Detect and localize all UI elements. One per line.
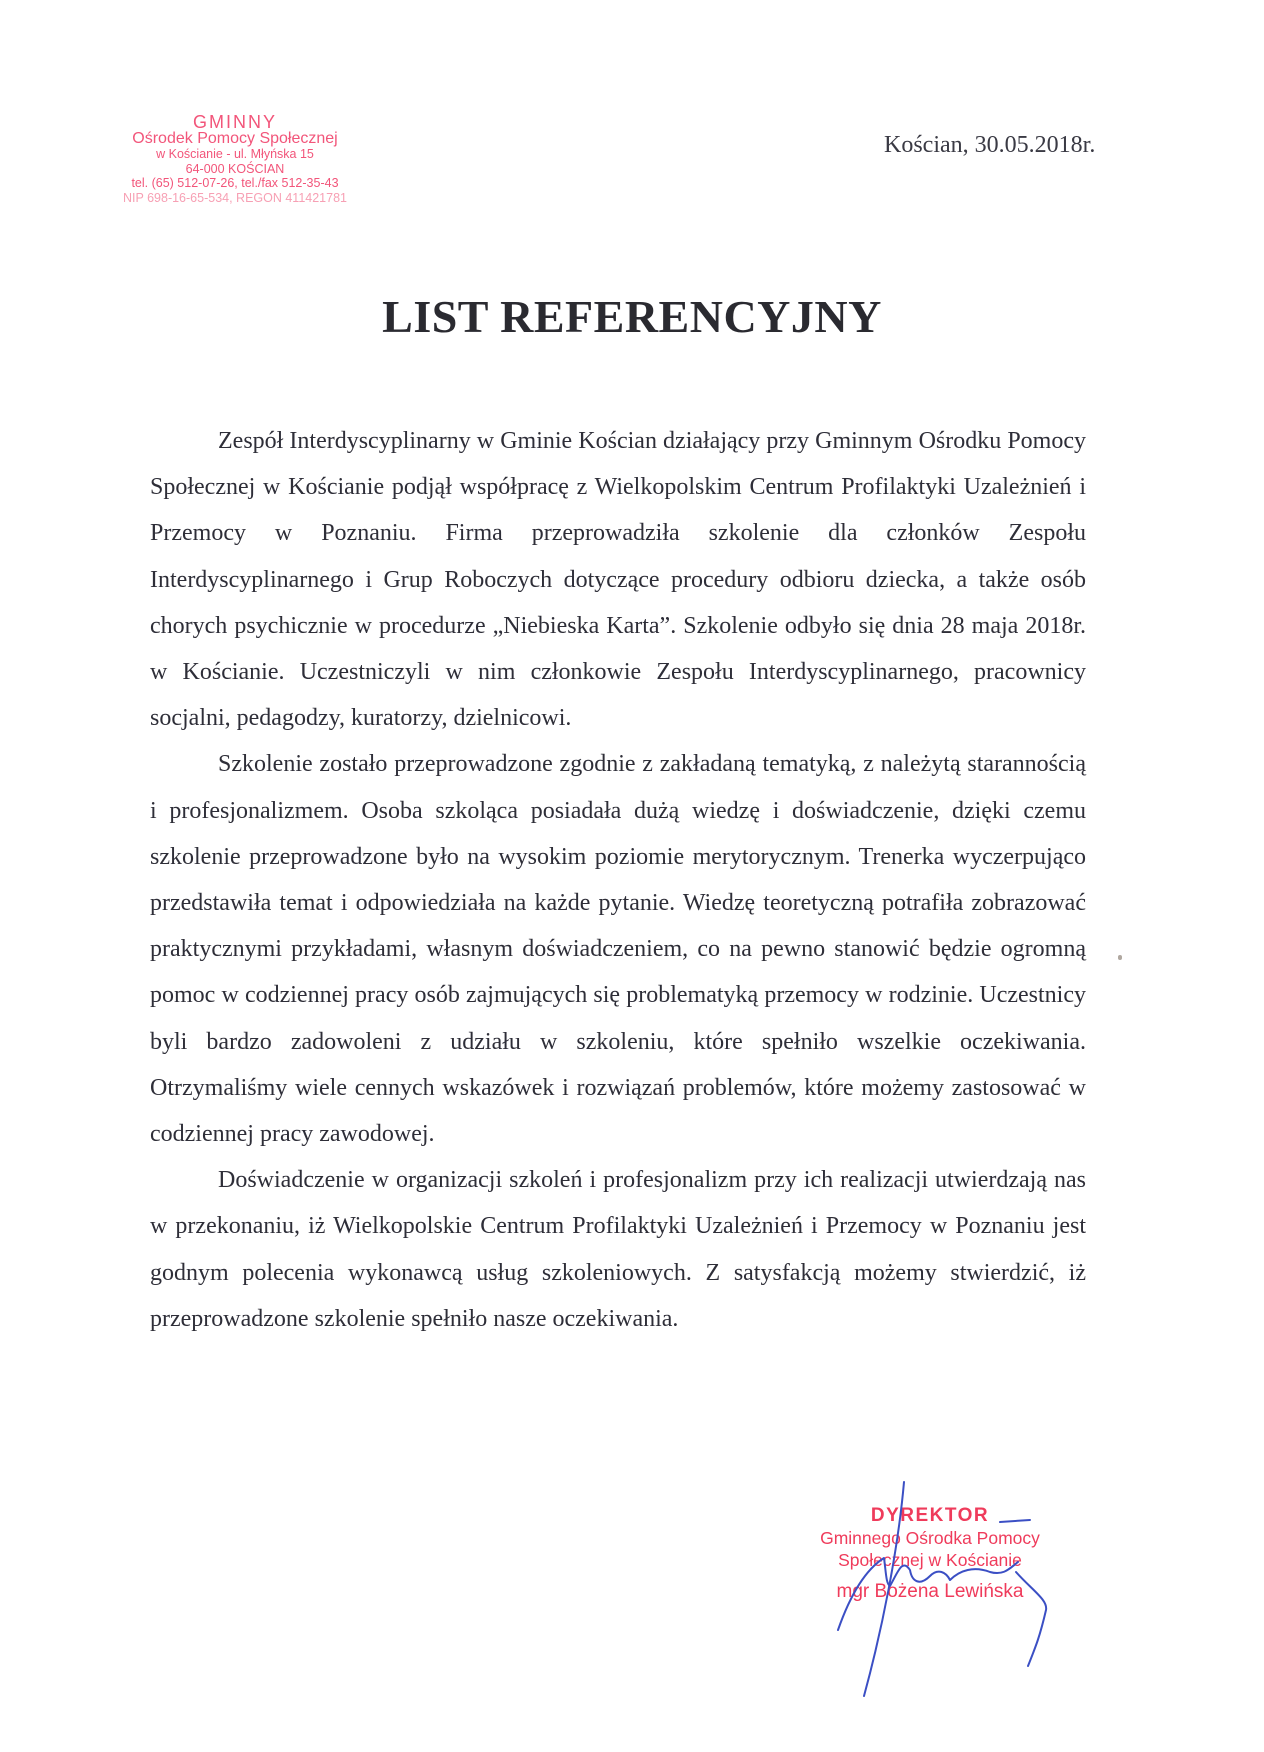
handwritten-signature [760,1460,1100,1720]
signature-stroke [864,1482,904,1696]
stamp-city: 64-000 KOŚCIAN [185,161,285,176]
document-title: LIST REFERENCYJNY [382,291,882,342]
stamp-address: w Kościanie - ul. Młyńska 15 [156,147,314,161]
signature-org-line1: Gminnego Ośrodka Pomocy [820,1528,1040,1548]
letter-date: Kościan, 30.05.2018r. [884,132,1096,158]
stamp-institution-name: Ośrodek Pomocy Społecznej [132,130,338,147]
letter-body [150,418,1086,1342]
signature-stroke [838,1558,1018,1630]
stamp-phone: tel. (65) 512-07-26, tel./fax 512-35-43 [131,176,339,190]
signature-name: mgr Bożena Lewińska [836,1581,1024,1602]
institution-stamp [94,114,376,205]
stamp-ids: NIP 698-16-65-534, REGON 411421781 [123,190,347,205]
signature-stroke [1000,1520,1030,1522]
paragraph: Zespół Interdyscyplinarny w Gminie Kościan działający przy Gminnym Ośrodku Pomocy Społecznej w Kościanie podjął współpracę z Wielkopolskim Centrum Profilaktyki Uzależnień i Przemocy w Poznaniu. Firma przeprowadziła szkolenie dla członków Zespołu Interdyscyplinarnego i Grup Roboczych dotyczące procedury odbioru dziecka, a także osób chorych psychicznie w procedurze „Niebieska Karta”. Szkolenie odbyło się dnia 28 maja 2018r. w Kościanie. Uczestniczyli w nim członkowie Zespołu Interdyscyplinarnego, pracownicy socjalni, pedagodzy, kuratorzy, dzielnicowi. [150,428,1086,732]
signature-org-line2: Społecznej w Kościanie [838,1550,1022,1570]
signature-role: DYREKTOR [870,1505,990,1526]
signature-stroke [1016,1572,1046,1666]
paragraph: Doświadczenie w organizacji szkoleń i profesjonalizm przy ich realizacji utwierdzają nas w przekonaniu, iż Wielkopolskie Centrum Profilaktyki Uzależnień i Przemocy w Poznaniu jest godnym polecenia wykonawcą usług szkoleniowych. Z satysfakcją możemy stwierdzić, iż przeprowadzone szkolenie spełniło nasze oczekiwania. [150,1167,1086,1332]
stamp-title: GMINNY [193,112,277,132]
scan-speck [1118,955,1122,960]
paragraph: Szkolenie zostało przeprowadzone zgodnie z zakładaną tematyką, z należytą starannością i profesjonalizmem. Osoba szkoląca posiadała dużą wiedzę i doświadczenie, dzięki czemu szkolenie przeprowadzone było na wysokim poziomie merytorycznym. Trenerka wyczerpująco przedstawiła temat i odpowiedziała na każde pytanie. Wiedzę teoretyczną potrafiła zobrazować praktycznymi przykładami, własnym doświadczeniem, co na pewno stanowić będzie ogromną pomoc w codziennej pracy osób zajmujących się problematyką przemocy w rodzinie. Uczestnicy byli bardzo zadowoleni z udziału w szkoleniu, które spełniło wszelkie oczekiwania. Otrzymaliśmy wiele cennych wskazówek i rozwiązań problemów, które możemy zastosować w codziennej pracy zawodowej. [150,751,1086,1148]
